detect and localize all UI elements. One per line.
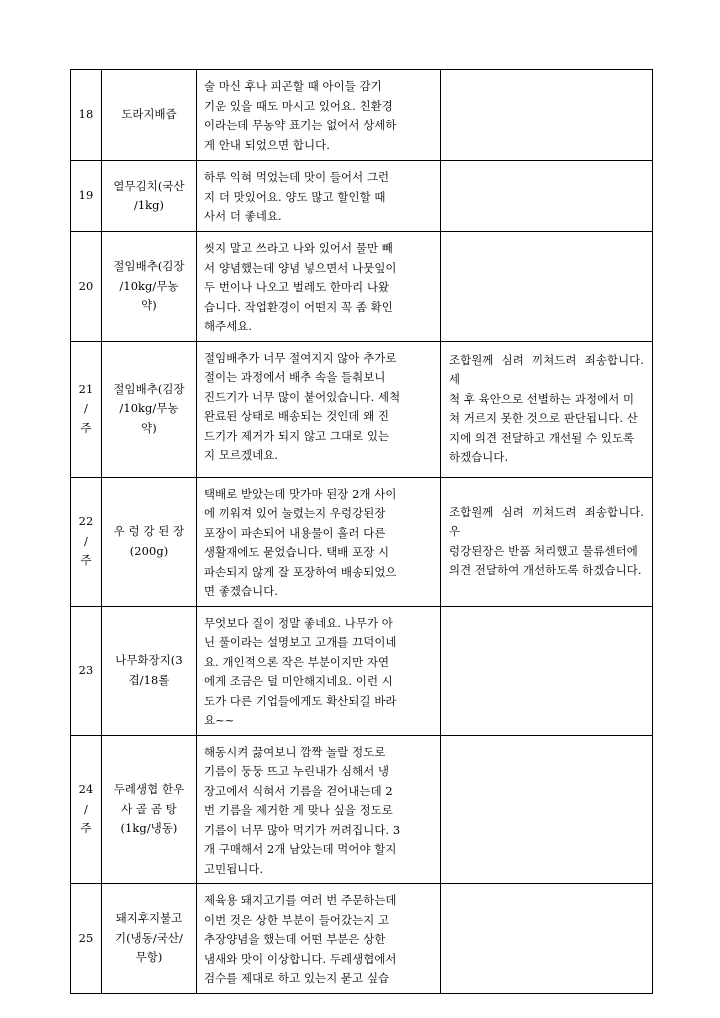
text-line: 진드기가 너무 많이 붙어있습니다. 세척	[204, 389, 401, 404]
table-row	[71, 735, 653, 884]
text-line: 24	[78, 782, 94, 796]
text-line: 번 기름을 제거한 게 맞나 싶을 정도로	[204, 803, 393, 817]
table-row	[71, 232, 653, 342]
text-line: 기름이 둥둥 뜨고 누린내가 심해서 냉	[204, 764, 390, 778]
product-cell	[102, 161, 197, 232]
text-line: 에 끼워져 있어 눌렸는지 우렁강된장	[204, 506, 386, 520]
answer-cell	[441, 735, 653, 884]
text-line: /1kg)	[133, 198, 165, 212]
text-line: 우 렁 강 된 장	[113, 524, 185, 538]
text-line: 주	[80, 420, 92, 435]
row-number-cell	[71, 884, 102, 994]
text-line: 장고에서 식혀서 기름을 걷어내는데 2	[204, 783, 393, 798]
text-line: 절임배추(김장	[113, 381, 185, 396]
text-line: /10kg/무농	[119, 278, 179, 293]
text-line: 18	[78, 107, 94, 122]
review-cell	[197, 341, 441, 477]
product-cell	[102, 606, 197, 735]
text-line: 사 골 곰 탕	[121, 801, 177, 816]
text-line: 두 번이나 나오고 벌레도 한마리 나왔	[204, 280, 390, 294]
text-line: 사서 더 좋네요.	[204, 209, 282, 223]
text-line: 지 더 맛있어요. 양도 많고 할인할 때	[204, 189, 386, 204]
text-line: 닌 풀이라는 설명보고 고개를 끄덕이네	[204, 635, 397, 649]
text-line: 면 좋겠습니다.	[204, 584, 279, 598]
text-line: 절임배추(김장	[113, 259, 185, 273]
answer-cell	[441, 884, 653, 994]
text-line: /	[84, 801, 88, 816]
text-line: 요. 개인적으론 작은 부분이지만 자연	[204, 654, 390, 669]
text-line: 추장양념을 했는데 어떤 부분은 상한	[204, 932, 386, 946]
answer-cell	[441, 161, 653, 232]
text-line: 씻지 말고 쓰라고 나와 있어서 물만 빼	[204, 241, 393, 255]
text-line: 해주세요.	[204, 319, 253, 333]
row-number-cell	[71, 477, 102, 606]
text-line: 이번 것은 상한 부분이 들어갔는지 고	[204, 912, 390, 927]
text-line: 나무화장지(3	[115, 653, 183, 667]
text-line: 제육용 돼지고기를 여러 번 주문하는데	[204, 893, 397, 907]
text-line: (200g)	[129, 543, 169, 558]
text-line: 포장이 파손되어 내용물이 흘러 다른	[204, 525, 386, 540]
text-line: 척 후 육안으로 선별하는 과정에서 미	[449, 391, 635, 406]
review-cell	[197, 606, 441, 735]
text-line: 술 마신 후나 피곤할 때 아이들 감기	[204, 79, 382, 93]
text-line: 조합원께 심려 끼쳐드려 죄송합니다. 우	[449, 504, 644, 538]
text-line: 기(냉동/국산/	[115, 930, 183, 945]
table-row	[71, 606, 653, 735]
answer-cell	[441, 341, 653, 477]
text-line: 무항)	[135, 950, 163, 964]
text-line: 돼지후지불고	[115, 911, 183, 925]
answer-cell	[441, 232, 653, 342]
text-line: 이라는데 무농약 표기는 없어서 상세하	[204, 118, 397, 132]
text-line: 게 안내 되었으면 합니다.	[204, 137, 330, 152]
text-line: /	[84, 401, 88, 416]
answer-cell	[441, 606, 653, 735]
text-line: /10kg/무농	[119, 401, 179, 416]
text-line: 생활재에도 묻었습니다. 택배 포장 시	[204, 545, 390, 559]
text-line: 고민됩니다.	[204, 861, 264, 876]
text-line: 주	[80, 553, 92, 568]
text-line: 지에 의견 전달하고 개선될 수 있도록	[449, 430, 635, 445]
review-cell	[197, 477, 441, 606]
row-number-cell	[71, 606, 102, 735]
answer-cell	[441, 70, 653, 161]
row-number-cell	[71, 341, 102, 477]
text-line: 습니다. 작업환경이 어떤지 꼭 좀 확인	[204, 299, 393, 314]
text-line: 열무김치(국산	[113, 178, 185, 193]
text-line: 21	[78, 381, 94, 396]
review-cell	[197, 161, 441, 232]
text-line: 약)	[141, 298, 157, 312]
table-row	[71, 477, 653, 606]
row-number-cell	[71, 161, 102, 232]
text-line: 19	[78, 188, 94, 203]
text-line: 도가 다른 기업들에게도 확산되길 바라	[204, 693, 397, 708]
review-cell	[197, 735, 441, 884]
text-line: 냄새와 맛이 이상합니다. 두레생협에서	[204, 951, 397, 966]
text-line: 쳐 거르지 못한 것으로 판단됩니다. 산	[449, 411, 638, 425]
row-number-cell	[71, 232, 102, 342]
text-line: (1kg/냉동)	[120, 821, 178, 835]
row-number-cell	[71, 70, 102, 161]
text-line: /	[84, 533, 88, 548]
table-row	[71, 70, 653, 161]
text-line: 겹/18롤	[128, 672, 170, 687]
text-line: 무엇보다 질이 정말 좋네요. 나무가 아	[204, 615, 393, 630]
review-cell	[197, 70, 441, 161]
text-line: 파손되지 않게 잘 포장하여 배송되었으	[204, 564, 397, 579]
text-line: 완료된 상태로 배송되는 것인데 왜 진	[204, 409, 390, 423]
text-line: 22	[78, 514, 94, 529]
text-line: 지 모르겠네요.	[204, 448, 279, 462]
feedback-table	[70, 69, 653, 994]
text-line: 개 구매해서 2개 남았는데 먹어야 할지	[204, 842, 397, 856]
text-line: 택배로 받았는데 맛가마 된장 2개 사이	[204, 486, 397, 501]
product-cell	[102, 341, 197, 477]
text-line: 약)	[141, 420, 157, 435]
answer-cell	[441, 477, 653, 606]
table-row	[71, 884, 653, 994]
product-cell	[102, 884, 197, 994]
review-cell	[197, 884, 441, 994]
text-line: 기운 있을 때도 마시고 있어요. 친환경	[204, 98, 393, 113]
text-line: 의견 전달하여 개선하도록 하겠습니다.	[449, 563, 642, 577]
product-cell	[102, 477, 197, 606]
text-line: 해동시켜 끓여보니 깜짝 놀랄 정도로	[204, 744, 386, 759]
table-row	[71, 161, 653, 232]
text-line: 검수를 제대로 하고 있는지 묻고 싶습	[204, 971, 390, 985]
text-line: 기름이 너무 많아 먹기가 꺼려집니다. 3	[204, 822, 401, 837]
feedback-table-body	[71, 70, 653, 994]
text-line: 절임배추가 너무 절여지지 않아 추가로	[204, 350, 397, 365]
text-line: 23	[78, 662, 94, 677]
text-line: 20	[78, 278, 94, 293]
text-line: 렁강된장은 반품 처리했고 물류센터에	[449, 543, 638, 558]
product-cell	[102, 735, 197, 884]
text-line: 드기가 제거가 되지 않고 그대로 있는	[204, 428, 390, 443]
text-line: 주	[80, 821, 92, 835]
text-line: 하겠습니다.	[449, 450, 509, 464]
row-number-cell	[71, 735, 102, 884]
text-line: 두레생협 한우	[113, 782, 185, 796]
product-cell	[102, 70, 197, 161]
table-row	[71, 341, 653, 477]
text-line: 조합원께 심려 끼쳐드려 죄송합니다. 세	[449, 352, 644, 386]
text-line: 도라지배즙	[121, 107, 177, 122]
text-line: 요~~	[204, 713, 235, 727]
text-line: 서 양념했는데 양념 넣으면서 나뭇잎이	[204, 260, 397, 275]
text-line: 절이는 과정에서 배추 속을 들춰보니	[204, 370, 386, 384]
text-line: 에게 조금은 덜 미안해지네요. 이런 시	[204, 674, 393, 688]
text-line: 하루 익혀 먹었는데 맛이 들어서 그런	[204, 170, 390, 184]
review-cell	[197, 232, 441, 342]
product-cell	[102, 232, 197, 342]
text-line: 25	[78, 930, 94, 945]
